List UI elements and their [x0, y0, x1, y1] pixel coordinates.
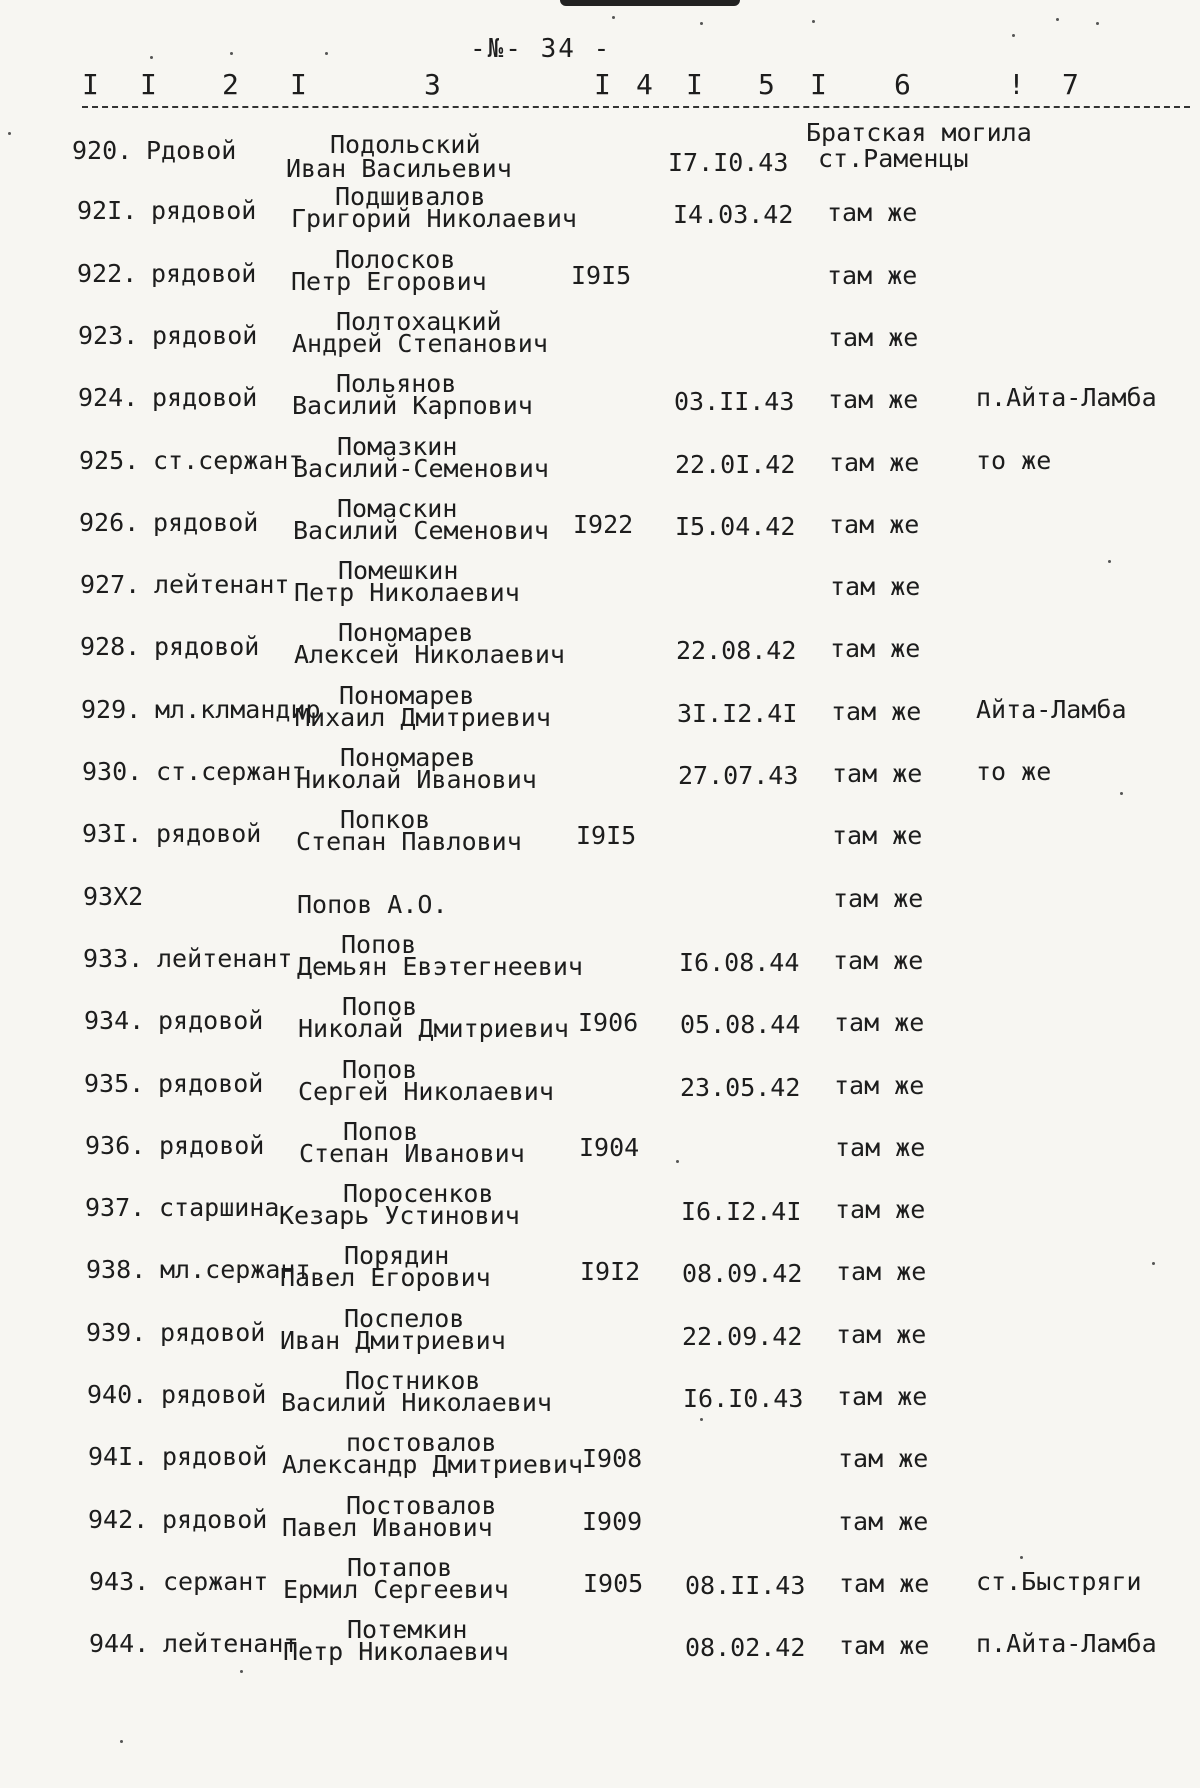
entry-name: Петр Егорович [291, 267, 487, 296]
entry-rank: старшина [159, 1193, 280, 1222]
entry-burial: там же [828, 323, 919, 352]
entry-surname: Помешкин [338, 556, 459, 585]
entry-name: Андрей Степанович [292, 329, 548, 358]
scan-speck [150, 56, 153, 59]
entry-surname: Пономарев [338, 618, 474, 647]
entry-number: 927. [80, 570, 141, 599]
entry-burial: там же [832, 821, 923, 850]
entry-date: 27.07.43 [678, 761, 799, 790]
entry-year: I906 [578, 1008, 639, 1037]
entry-rank: рядовой [158, 1006, 264, 1035]
entry-date: 22.09.42 [682, 1322, 803, 1351]
entry-rank: рядовой [152, 383, 258, 412]
entry-year: I908 [582, 1444, 643, 1473]
entry-date: 08.09.42 [682, 1259, 803, 1288]
entry-name: Кезарь Устинович [279, 1201, 520, 1230]
entry-surname: Попов [343, 1117, 419, 1146]
scan-speck [230, 52, 233, 55]
scan-speck [120, 1740, 123, 1743]
entry-name: Василий-Семенович [293, 454, 549, 483]
entry-burial: там же [834, 1008, 925, 1037]
column-divider: ! [1008, 68, 1025, 101]
list-item [0, 677, 1200, 739]
entry-year: I922 [573, 510, 634, 539]
scan-speck [1020, 1556, 1023, 1559]
list-item [0, 1113, 1200, 1175]
entry-date: 03.II.43 [674, 387, 795, 416]
entry-number: 934. [84, 1006, 145, 1035]
entry-name: Василий Николаевич [281, 1388, 552, 1417]
column-divider: I [140, 68, 157, 101]
list-item [0, 428, 1200, 490]
entry-rank: рядовой [151, 196, 257, 225]
entry-burial: там же [837, 1382, 928, 1411]
entry-number: 943. [89, 1567, 150, 1596]
scan-speck [1120, 792, 1123, 795]
entry-burial: там же [833, 884, 924, 913]
entry-number: 922. [77, 259, 138, 288]
entry-name: Николай Дмитриевич [298, 1014, 569, 1043]
scan-speck [1056, 18, 1059, 21]
entry-location: п.Айта-Ламба [976, 1629, 1157, 1658]
entry-name: Павел Егорович [280, 1263, 491, 1292]
entry-date: I6.I0.43 [683, 1384, 804, 1413]
entry-rank: рядовой [153, 508, 259, 537]
entry-burial: там же [831, 697, 922, 726]
scan-speck [325, 52, 328, 55]
entry-number: 944. [89, 1629, 150, 1658]
page-number: -№- 34 - [470, 34, 612, 64]
entry-burial: там же [829, 510, 920, 539]
entry-burial: там же [836, 1320, 927, 1349]
entry-surname: Порядин [344, 1241, 450, 1270]
entry-name: Иван Дмитриевич [280, 1326, 506, 1355]
entry-burial: там же [839, 1569, 930, 1598]
entry-number: 93X2 [83, 882, 144, 911]
entry-number: 94I. [88, 1442, 149, 1471]
entry-date: I7.I0.43 [668, 148, 789, 177]
entry-rank: рядовой [151, 259, 257, 288]
entry-rank: рядовой [162, 1442, 268, 1471]
entry-surname: Помазкин [337, 432, 458, 461]
list-item [0, 1424, 1200, 1486]
entry-date: I6.08.44 [679, 948, 800, 977]
scan-speck [612, 16, 615, 19]
column-divider: I [82, 68, 99, 101]
scan-speck [700, 1418, 703, 1421]
entry-burial: там же [828, 385, 919, 414]
entry-number: 940. [87, 1380, 148, 1409]
entry-name: Петр Николаевич [283, 1637, 509, 1666]
scan-shadow [560, 0, 740, 6]
column-header-row [82, 68, 1192, 108]
scan-speck [1152, 1262, 1155, 1265]
column-divider: I [686, 68, 703, 101]
list-item [0, 614, 1200, 676]
entry-surname: Попов [341, 930, 417, 959]
entry-date: I4.03.42 [673, 200, 794, 229]
list-item [0, 365, 1200, 427]
entry-number: 942. [88, 1505, 149, 1534]
entry-date: I5.04.42 [675, 512, 796, 541]
entry-rank: мл.сержант [160, 1255, 311, 1284]
entry-location: п.Айта-Ламба [976, 383, 1157, 412]
entry-number: 933. [83, 944, 144, 973]
column-header-4: 4 [636, 68, 653, 101]
list-item [0, 552, 1200, 614]
column-header-3: 3 [424, 68, 441, 101]
entry-surname: Польянов [336, 369, 457, 398]
entry-date: 22.0I.42 [675, 450, 796, 479]
entry-location: Айта-Ламба [976, 695, 1127, 724]
entry-burial: там же [834, 1071, 925, 1100]
entry-number: 929. [81, 695, 142, 724]
entry-date: 3I.I2.4I [677, 699, 798, 728]
entry-date: 22.08.42 [676, 636, 797, 665]
entry-rank: ст.сержант [156, 757, 307, 786]
entry-number: 937. [85, 1193, 146, 1222]
entry-burial: там же [829, 448, 920, 477]
entry-name: Григорий Николаевич [291, 204, 577, 233]
list-item [0, 739, 1200, 801]
entry-rank: лейтенант [157, 944, 293, 973]
column-header-5: 5 [758, 68, 775, 101]
entry-date: 08.II.43 [685, 1571, 806, 1600]
entry-burial: там же [838, 1444, 929, 1473]
list-item [0, 303, 1200, 365]
entry-number: 938. [86, 1255, 147, 1284]
entry-rank: рядовой [154, 632, 260, 661]
entry-rank: мл.клмандир [155, 695, 321, 724]
list-item [0, 801, 1200, 863]
entry-number: 930. [82, 757, 143, 786]
entry-rank: рядовой [156, 819, 262, 848]
entry-burial: там же [833, 946, 924, 975]
entry-name: Попов А.О. [297, 890, 448, 919]
entry-burial: там же [830, 572, 921, 601]
entry-name: Василий Карпович [292, 391, 533, 420]
entry-burial: там же [836, 1257, 927, 1286]
entry-number: 926. [79, 508, 140, 537]
entry-name: Иван Васильевич [286, 154, 512, 183]
list-item [0, 1300, 1200, 1362]
entry-date: 23.05.42 [680, 1073, 801, 1102]
entry-surname: Подшивалов [335, 182, 486, 211]
entry-surname: Поспелов [344, 1304, 465, 1333]
entry-number: 935. [84, 1069, 145, 1098]
entry-surname: постовалов [346, 1428, 497, 1457]
entry-surname: Попков [340, 805, 431, 834]
column-header-7: 7 [1062, 68, 1079, 101]
entry-number: 920. [72, 136, 133, 165]
list-item [0, 1487, 1200, 1549]
entry-surname: Постников [345, 1366, 481, 1395]
list-item [0, 118, 1200, 183]
scan-speck [240, 1670, 243, 1673]
entry-burial: там же [827, 198, 918, 227]
scan-edge [0, 0, 1200, 8]
entry-date: I6.I2.4I [681, 1197, 802, 1226]
entry-year: I9I5 [571, 261, 632, 290]
entry-number: 92I. [77, 196, 138, 225]
entry-name: Степан Иванович [299, 1139, 525, 1168]
scan-speck [812, 20, 815, 23]
column-divider: I [290, 68, 307, 101]
entry-location: то же [976, 757, 1052, 786]
list-item [0, 178, 1200, 240]
entry-surname: Потемкин [347, 1615, 468, 1644]
entry-name: Сергей Николаевич [298, 1077, 554, 1106]
entry-surname: Помаскин [337, 494, 458, 523]
entry-rank: рядовой [161, 1380, 267, 1409]
entry-surname: Пономарев [340, 743, 476, 772]
scan-speck [700, 22, 703, 25]
entry-burial: там же [839, 1631, 930, 1660]
column-header-6: 6 [894, 68, 911, 101]
entry-number: 923. [78, 321, 139, 350]
scan-speck [8, 132, 11, 135]
entry-location: то же [976, 446, 1052, 475]
entry-year: I9I2 [580, 1257, 641, 1286]
entry-surname: Попов [342, 992, 418, 1021]
entry-name: Степан Павлович [296, 827, 522, 856]
entry-rank: сержант [163, 1567, 269, 1596]
list-item [0, 1362, 1200, 1424]
scan-speck [676, 1160, 679, 1163]
entry-surname: Полосков [335, 245, 456, 274]
entry-year: I909 [582, 1507, 643, 1536]
column-divider: I [594, 68, 611, 101]
entry-name: Василий Семенович [293, 516, 549, 545]
entry-rank: рядовой [162, 1505, 268, 1534]
entry-rank: Рдовой [146, 136, 237, 165]
entry-name: Павел Иванович [282, 1513, 493, 1542]
list-item [0, 241, 1200, 303]
entry-number: 928. [80, 632, 141, 661]
entry-rank: рядовой [160, 1318, 266, 1347]
entry-rank: рядовой [158, 1069, 264, 1098]
entry-rank: ст.сержант [153, 446, 304, 475]
list-item [0, 926, 1200, 988]
entry-burial: там же [835, 1133, 926, 1162]
column-divider: I [810, 68, 827, 101]
entry-surname: Поросенков [343, 1179, 494, 1208]
entry-surname: Пономарев [339, 681, 475, 710]
entry-burial-note: Братская могила [806, 118, 1032, 147]
entry-burial: там же [835, 1195, 926, 1224]
entry-surname: Попов [342, 1055, 418, 1084]
list-item [0, 490, 1200, 552]
entry-surname: Подольский [330, 130, 481, 159]
entry-name: Николай Иванович [296, 765, 537, 794]
scan-speck [1012, 34, 1015, 37]
entry-burial: там же [830, 634, 921, 663]
entry-name: Петр Николаевич [294, 578, 520, 607]
scan-speck [1108, 560, 1111, 563]
entry-name: Алексей Николаевич [294, 640, 565, 669]
entry-burial: там же [832, 759, 923, 788]
entry-surname: Потапов [347, 1553, 453, 1582]
entry-number: 924. [78, 383, 139, 412]
entry-location: ст.Быстряги [976, 1567, 1142, 1596]
entry-rank: лейтенант [154, 570, 290, 599]
entry-year: I905 [583, 1569, 644, 1598]
list-item [0, 1611, 1200, 1673]
list-item [0, 864, 1200, 926]
entry-burial: ст.Раменцы [818, 144, 969, 173]
entry-rank: лейтенант [163, 1629, 299, 1658]
entry-rank: рядовой [152, 321, 258, 350]
entry-name: Ермил Сергеевич [283, 1575, 509, 1604]
entry-burial: там же [838, 1507, 929, 1536]
entry-surname: Постовалов [346, 1491, 497, 1520]
list-item [0, 988, 1200, 1050]
entry-rank: рядовой [159, 1131, 265, 1160]
header-dashed-rule [82, 106, 1190, 108]
list-item [0, 1237, 1200, 1299]
entry-year: I9I5 [576, 821, 637, 850]
entry-number: 925. [79, 446, 140, 475]
entry-number: 939. [86, 1318, 147, 1347]
column-header-2: 2 [222, 68, 239, 101]
entry-date: 05.08.44 [680, 1010, 801, 1039]
entry-name: Александр Дмитриевич [282, 1450, 584, 1479]
list-item [0, 1051, 1200, 1113]
entry-name: Михаил Дмитриевич [295, 703, 551, 732]
entry-number: 93I. [82, 819, 143, 848]
entry-surname: Полтохацкий [336, 307, 502, 336]
entry-name: Демьян Евэтегнеевич [297, 952, 583, 981]
scan-speck [1096, 22, 1099, 25]
entry-date: 08.02.42 [685, 1633, 806, 1662]
entry-burial: там же [827, 261, 918, 290]
list-item [0, 1175, 1200, 1237]
entry-number: 936. [85, 1131, 146, 1160]
entry-year: I904 [579, 1133, 640, 1162]
